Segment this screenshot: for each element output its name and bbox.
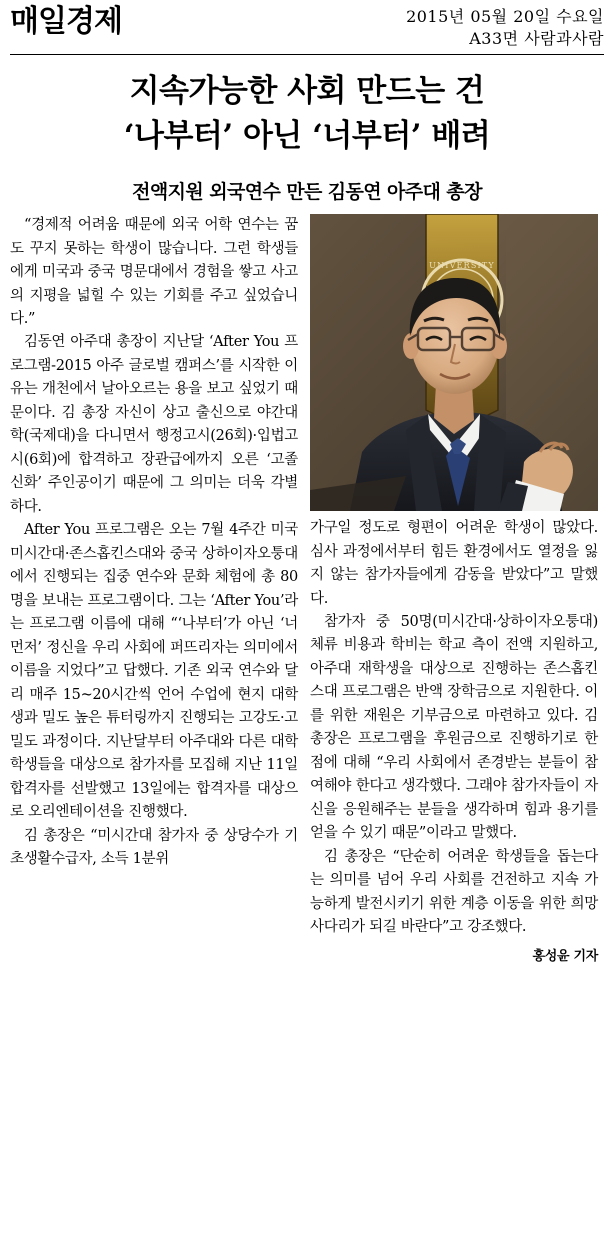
issue-date: 2015년 05월 20일 수요일 bbox=[406, 7, 604, 26]
article-body bbox=[10, 214, 604, 967]
photo-image bbox=[310, 214, 598, 511]
masthead bbox=[10, 4, 604, 51]
column-container bbox=[10, 214, 604, 967]
paragraph: 김 총장은 “단순히 어려운 학생들을 돕는다는 의미를 넘어 우리 사회를 건전하고 지속 가능하게 발전시키기 위한 계층 이동을 위한 희망 사다리가 되길 바란다”고 강조했다. bbox=[310, 848, 598, 936]
paragraph: 가구일 정도로 형편이 어려운 학생이 많았다. 심사 과정에서부터 힘든 환경에서도 열정을 잃지 않는 참가자들에게 감동을 받았다”고 말했다. bbox=[310, 520, 598, 607]
issue-info bbox=[406, 6, 604, 49]
paragraph: 김 총장은 “미시간대 참가자 중 상당수가 기초생활수급자, 소득 1분위 bbox=[10, 827, 298, 868]
headline-line-2: ‘나부터’ 아닌 ‘너부터’ 배려 bbox=[123, 118, 491, 155]
article-column-right bbox=[310, 214, 598, 967]
newspaper-logo: 매일경제 bbox=[10, 4, 122, 39]
article-column-left bbox=[10, 214, 298, 967]
masthead-divider bbox=[10, 54, 604, 55]
page-section: A33면 사람과사람 bbox=[469, 28, 604, 48]
paragraph: “경제적 어려움 때문에 외국 어학 연수는 꿈도 꾸지 못하는 학생이 많습니다. 그런 학생들에게 미국과 중국 명문대에서 경험을 쌓고 사고의 지평을 넓힐 수 있는 기회를 주고 싶었습니다.” bbox=[10, 217, 298, 327]
svg-text:UNIVERSITY: UNIVERSITY bbox=[429, 261, 495, 271]
byline: 홍성윤 기자 bbox=[532, 948, 598, 964]
paragraph: 김동연 아주대 총장이 지난달 ‘After You 프로그램-2015 아주 글로벌 캠퍼스’를 시작한 이유는 개천에서 날아오르는 용을 보고 싶었기 때문이다. 김 총장 자신이 상고 출신으로 야간대학(국제대)을 다니면서 행정고시(26회)·입법고시(6회)에 합격하고 장관급에까지 오른 ‘고졸 신화’ 주인공이기 때문에 그 의미는 더욱 각별하다. bbox=[10, 334, 298, 515]
paragraph: After You 프로그램은 오는 7월 4주간 미국 미시간대·존스홉킨스대와 중국 상하이자오퉁대에서 진행되는 집중 연수와 문화 체험에 총 80명을 보내는 프로그램이다. 그는 ‘After You’라는 프로그램 이름에 대해 “‘나부터’가 아닌 ‘너 먼저’ 정신을 우리 사회에 퍼뜨리자는 의미에서 이름을 지었다”고 답했다. 기존 외국 연수와 달리 매주 15~20시간씩 언어 수업에 현지 대학생과 밀도 높은 튜터링까지 진행되는 고강도·고밀도 과정이다. 지난달부터 아주대와 다른 대학 학생들을 대상으로 참가자를 모집해 지난 11일 합격자를 선발했고 13일에는 합격자를 대상으로 오리엔테이션을 진행했다. bbox=[10, 522, 298, 821]
article-photo bbox=[310, 214, 598, 511]
subheadline: 전액지원 외국연수 만든 김동연 아주대 총장 bbox=[132, 181, 482, 204]
headline-line-1: 지속가능한 사회 만드는 건 bbox=[129, 73, 485, 110]
paragraph: 참가자 중 50명(미시간대·상하이자오퉁대) 체류 비용과 학비는 학교 측이 전액 지원하고, 아주대 재학생을 대상으로 진행하는 존스홉킨스대 프로그램은 반액 장학금으로 지원한다. 이를 위한 재원은 기부금으로 마련하고 있다. 김 총장은 프로그램을 후원금으로 진행하기로 한 점에 대해 “우리 사회에서 존경받는 분들이 참여해야 한다고 생각했다. 그래야 참가자들이 자신을 응원해주는 분들을 생각하며 힘과 용기를 얻을 수 있기 때문”이라고 말했다. bbox=[310, 614, 598, 842]
headline bbox=[10, 69, 604, 159]
